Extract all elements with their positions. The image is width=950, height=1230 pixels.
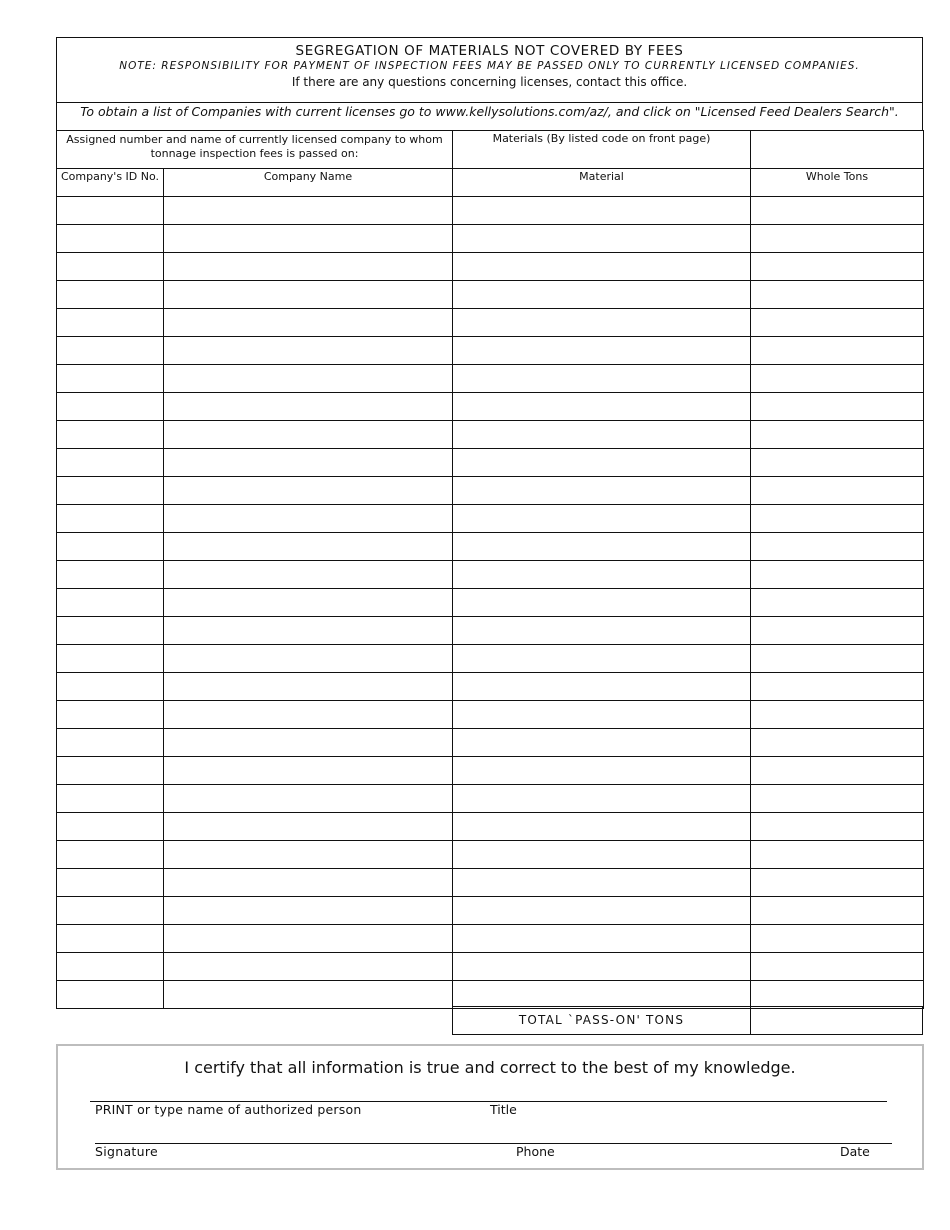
print-name-label: PRINT or type name of authorized person	[95, 1102, 362, 1117]
table-row	[57, 673, 924, 701]
company-id-cell[interactable]	[57, 533, 164, 561]
company-id-cell[interactable]	[57, 421, 164, 449]
company-id-cell[interactable]	[57, 225, 164, 253]
whole-tons-cell[interactable]	[751, 393, 924, 421]
company-id-cell[interactable]	[57, 589, 164, 617]
table-row	[57, 617, 924, 645]
whole-tons-cell[interactable]	[751, 841, 924, 869]
material-cell[interactable]	[453, 561, 751, 589]
company-id-cell[interactable]	[57, 561, 164, 589]
company-name-cell[interactable]	[164, 253, 453, 281]
company-id-cell[interactable]	[57, 309, 164, 337]
table-row	[57, 981, 924, 1009]
table-row	[57, 449, 924, 477]
whole-tons-cell[interactable]	[751, 897, 924, 925]
whole-tons-cell[interactable]	[751, 925, 924, 953]
company-id-cell[interactable]	[57, 757, 164, 785]
whole-tons-cell[interactable]	[751, 729, 924, 757]
company-id-cell[interactable]	[57, 197, 164, 225]
company-name-cell[interactable]	[164, 673, 453, 701]
whole-tons-cell[interactable]	[751, 533, 924, 561]
whole-tons-cell[interactable]	[751, 981, 924, 1009]
company-name-cell[interactable]	[164, 617, 453, 645]
material-cell[interactable]	[453, 841, 751, 869]
whole-tons-cell[interactable]	[751, 589, 924, 617]
table-row	[57, 729, 924, 757]
total-pass-on-tons-label: TOTAL `PASS-ON' TONS	[452, 1006, 751, 1035]
whole-tons-cell[interactable]	[751, 309, 924, 337]
material-cell[interactable]	[453, 757, 751, 785]
whole-tons-cell[interactable]	[751, 421, 924, 449]
company-name-cell[interactable]	[164, 813, 453, 841]
material-cell[interactable]	[453, 645, 751, 673]
material-cell[interactable]	[453, 477, 751, 505]
title-label: Title	[490, 1102, 517, 1117]
table-row	[57, 225, 924, 253]
column-header-tons: Whole Tons	[751, 169, 924, 197]
column-header-material: Material	[453, 169, 751, 197]
whole-tons-cell[interactable]	[751, 365, 924, 393]
company-name-cell[interactable]	[164, 477, 453, 505]
company-id-cell[interactable]	[57, 477, 164, 505]
whole-tons-cell[interactable]	[751, 757, 924, 785]
whole-tons-cell[interactable]	[751, 337, 924, 365]
material-cell[interactable]	[453, 589, 751, 617]
table-row	[57, 841, 924, 869]
table-row	[57, 337, 924, 365]
table-row	[57, 925, 924, 953]
material-cell[interactable]	[453, 925, 751, 953]
company-name-cell[interactable]	[164, 505, 453, 533]
whole-tons-cell[interactable]	[751, 617, 924, 645]
company-name-cell[interactable]	[164, 869, 453, 897]
company-name-cell[interactable]	[164, 533, 453, 561]
company-id-cell[interactable]	[57, 813, 164, 841]
material-cell[interactable]	[453, 785, 751, 813]
table-row	[57, 813, 924, 841]
total-pass-on-tons-field[interactable]	[750, 1006, 923, 1035]
company-name-cell[interactable]	[164, 925, 453, 953]
company-name-cell[interactable]	[164, 757, 453, 785]
whole-tons-cell[interactable]	[751, 225, 924, 253]
questions-note: If there are any questions concerning licenses, contact this office.	[291, 75, 688, 89]
whole-tons-cell[interactable]	[751, 701, 924, 729]
signature-phone-date-line[interactable]	[95, 1143, 892, 1144]
material-cell[interactable]	[453, 421, 751, 449]
total-row	[452, 1006, 923, 1035]
table-row	[57, 533, 924, 561]
materials-table	[56, 130, 924, 1009]
material-cell[interactable]	[453, 533, 751, 561]
table-row	[57, 393, 924, 421]
company-name-cell[interactable]	[164, 225, 453, 253]
company-id-cell[interactable]	[57, 281, 164, 309]
whole-tons-cell[interactable]	[751, 197, 924, 225]
table-row	[57, 505, 924, 533]
table-row	[57, 645, 924, 673]
material-cell[interactable]	[453, 617, 751, 645]
blank-heading-cell	[751, 131, 924, 169]
company-name-cell[interactable]	[164, 197, 453, 225]
material-cell[interactable]	[453, 729, 751, 757]
signature-label: Signature	[95, 1144, 159, 1159]
table-row	[57, 953, 924, 981]
table-row	[57, 561, 924, 589]
table-row	[57, 477, 924, 505]
table-row	[57, 365, 924, 393]
table-row	[57, 869, 924, 897]
form-title: SEGREGATION OF MATERIALS NOT COVERED BY FEES	[295, 43, 684, 59]
whole-tons-cell[interactable]	[751, 673, 924, 701]
whole-tons-cell[interactable]	[751, 953, 924, 981]
company-id-cell[interactable]	[57, 505, 164, 533]
materials-section-heading: Materials (By listed code on front page)	[453, 131, 751, 169]
company-name-cell[interactable]	[164, 729, 453, 757]
whole-tons-cell[interactable]	[751, 813, 924, 841]
table-row	[57, 421, 924, 449]
whole-tons-cell[interactable]	[751, 869, 924, 897]
company-name-cell[interactable]	[164, 953, 453, 981]
company-section-heading: Assigned number and name of currently licensed company to whom tonnage inspection fees is passed on:	[57, 131, 453, 169]
company-name-cell[interactable]	[164, 421, 453, 449]
company-name-cell[interactable]	[164, 785, 453, 813]
company-id-cell[interactable]	[57, 925, 164, 953]
whole-tons-cell[interactable]	[751, 477, 924, 505]
company-id-cell[interactable]	[57, 393, 164, 421]
certification-box	[56, 1044, 924, 1170]
company-name-cell[interactable]	[164, 589, 453, 617]
company-name-cell[interactable]	[164, 365, 453, 393]
company-id-cell[interactable]	[57, 869, 164, 897]
company-id-cell[interactable]	[57, 729, 164, 757]
company-id-cell[interactable]	[57, 253, 164, 281]
company-name-cell[interactable]	[164, 561, 453, 589]
company-id-cell[interactable]	[57, 365, 164, 393]
company-id-cell[interactable]	[57, 841, 164, 869]
company-name-cell[interactable]	[164, 841, 453, 869]
material-cell[interactable]	[453, 981, 751, 1009]
certification-statement: I certify that all information is true and correct to the best of my knowledge.	[184, 1058, 796, 1077]
phone-label: Phone	[516, 1144, 555, 1159]
company-name-cell[interactable]	[164, 701, 453, 729]
table-row	[57, 309, 924, 337]
material-cell[interactable]	[453, 953, 751, 981]
material-cell[interactable]	[453, 393, 751, 421]
date-label: Date	[840, 1144, 870, 1159]
material-cell[interactable]	[453, 225, 751, 253]
whole-tons-cell[interactable]	[751, 645, 924, 673]
company-id-cell[interactable]	[57, 785, 164, 813]
column-header-id: Company's ID No.	[57, 169, 164, 197]
company-name-cell[interactable]	[164, 897, 453, 925]
table-row	[57, 785, 924, 813]
material-cell[interactable]	[453, 309, 751, 337]
company-id-cell[interactable]	[57, 701, 164, 729]
table-row	[57, 281, 924, 309]
table-row	[57, 197, 924, 225]
company-name-cell[interactable]	[164, 645, 453, 673]
company-id-cell[interactable]	[57, 645, 164, 673]
material-cell[interactable]	[453, 673, 751, 701]
table-row	[57, 897, 924, 925]
company-name-cell[interactable]	[164, 337, 453, 365]
company-name-cell[interactable]	[164, 309, 453, 337]
company-id-cell[interactable]	[57, 617, 164, 645]
company-name-cell[interactable]	[164, 281, 453, 309]
material-cell[interactable]	[453, 197, 751, 225]
table-row	[57, 757, 924, 785]
material-cell[interactable]	[453, 813, 751, 841]
material-cell[interactable]	[453, 449, 751, 477]
company-name-cell[interactable]	[164, 393, 453, 421]
whole-tons-cell[interactable]	[751, 561, 924, 589]
whole-tons-cell[interactable]	[751, 281, 924, 309]
column-header-name: Company Name	[164, 169, 453, 197]
material-cell[interactable]	[453, 701, 751, 729]
material-cell[interactable]	[453, 337, 751, 365]
table-row	[57, 253, 924, 281]
material-cell[interactable]	[453, 281, 751, 309]
company-id-cell[interactable]	[57, 953, 164, 981]
company-id-cell[interactable]	[57, 449, 164, 477]
material-cell[interactable]	[453, 897, 751, 925]
material-cell[interactable]	[453, 505, 751, 533]
table-row	[57, 589, 924, 617]
form-header	[56, 37, 923, 103]
company-id-cell[interactable]	[57, 337, 164, 365]
material-cell[interactable]	[453, 869, 751, 897]
whole-tons-cell[interactable]	[751, 449, 924, 477]
company-id-cell[interactable]	[57, 673, 164, 701]
material-cell[interactable]	[453, 253, 751, 281]
company-id-cell[interactable]	[57, 981, 164, 1009]
company-name-cell[interactable]	[164, 449, 453, 477]
whole-tons-cell[interactable]	[751, 505, 924, 533]
whole-tons-cell[interactable]	[751, 253, 924, 281]
license-link-instruction: To obtain a list of Companies with current licenses go to www.kellysolutions.com/az/, and click on "Licensed Feed Dealers Search".	[56, 102, 923, 131]
responsibility-note: NOTE: RESPONSIBILITY FOR PAYMENT OF INSPECTION FEES MAY BE PASSED ONLY TO CURRENTLY LICENSED COMPANIES.	[119, 60, 860, 72]
company-name-cell[interactable]	[164, 981, 453, 1009]
company-id-cell[interactable]	[57, 897, 164, 925]
table-row	[57, 701, 924, 729]
whole-tons-cell[interactable]	[751, 785, 924, 813]
material-cell[interactable]	[453, 365, 751, 393]
